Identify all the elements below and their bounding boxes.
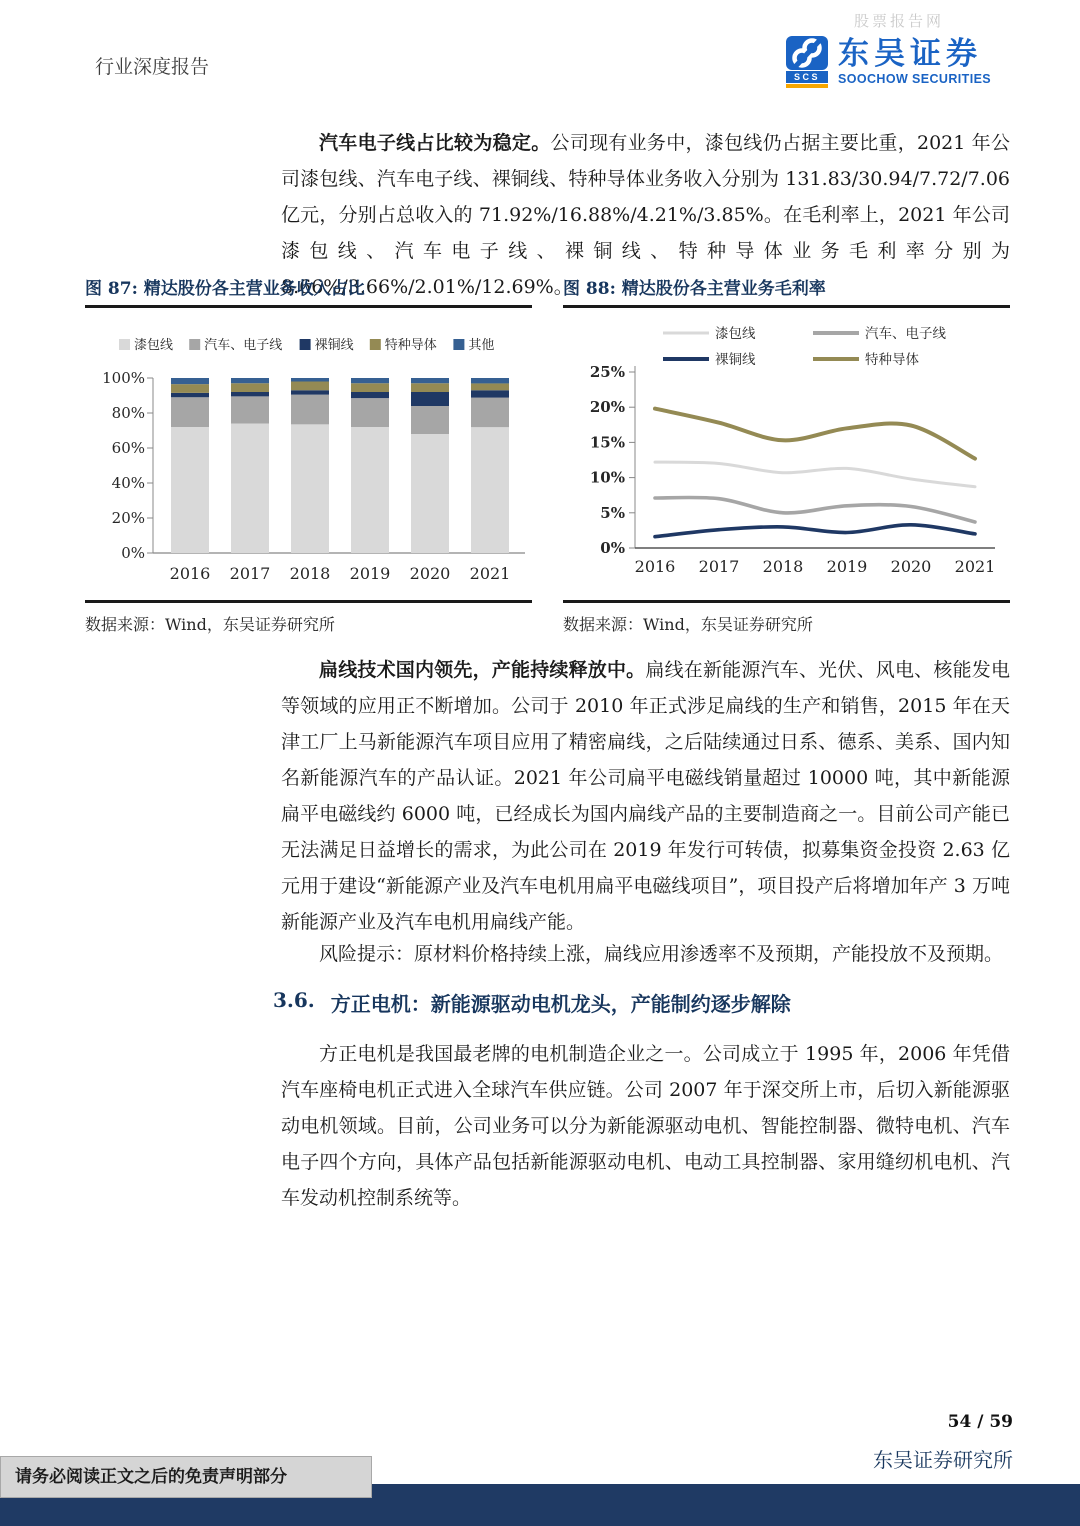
svg-text:60%: 60% xyxy=(111,439,145,457)
logo-mark xyxy=(786,36,828,88)
logo-name-cn: 东吴证券 xyxy=(838,36,982,72)
company-logo xyxy=(786,36,991,88)
svg-text:2017: 2017 xyxy=(698,557,740,576)
svg-text:20%: 20% xyxy=(589,398,625,417)
figure-87-source: 数据来源：Wind，东吴证券研究所 xyxy=(85,600,532,635)
svg-text:100%: 100% xyxy=(102,369,145,387)
svg-text:10%: 10% xyxy=(589,468,625,487)
report-type-label: 行业深度报告 xyxy=(95,56,210,78)
disclaimer-box: 请务必阅读正文之后的免责声明部分 xyxy=(0,1456,372,1498)
svg-text:特种导体: 特种导体 xyxy=(865,352,919,368)
svg-text:2018: 2018 xyxy=(289,564,331,583)
svg-text:25%: 25% xyxy=(589,363,625,381)
svg-text:0%: 0% xyxy=(600,539,625,557)
institute-name: 东吴证券研究所 xyxy=(873,1448,1013,1472)
svg-text:5%: 5% xyxy=(600,503,625,522)
paragraph-1-lead: 汽车电子线占比较为稳定。 xyxy=(319,132,551,154)
svg-text:裸铜线: 裸铜线 xyxy=(314,338,354,353)
paragraph-1-text: 公司现有业务中，漆包线仍占据主要比重，2021 年公司漆包线、汽车电子线、裸铜线、特种导体业务收入分别为 131.83/30.94/7.72/7.06 亿元，分别占总收入的 71.92%/16.88%/4.21%/3.85%。在毛利率上，2021 年公司漆包线、汽车电子线、裸铜线、特种导体业务毛利率分别为 8.66%/3.66%/2.01%/12.69%。 xyxy=(281,132,1010,298)
svg-text:40%: 40% xyxy=(111,474,145,492)
figure-88-title: 图 88: 精达股份各主营业务毛利率 xyxy=(563,274,1010,308)
figure-88 xyxy=(563,274,1010,635)
svg-text:2018: 2018 xyxy=(762,557,804,576)
svg-text:裸铜线: 裸铜线 xyxy=(715,352,756,368)
section-number: 3.6. xyxy=(273,988,315,1012)
svg-text:2017: 2017 xyxy=(229,564,271,583)
svg-text:2021: 2021 xyxy=(954,557,996,576)
svg-text:漆包线: 漆包线 xyxy=(134,338,174,353)
svg-text:2020: 2020 xyxy=(890,557,932,576)
paragraph-2-text: 扁线在新能源汽车、光伏、风电、核能发电等领域的应用正不断增加。公司于 2010 年正式涉足扁线的生产和销售，2015 年在天津工厂上马新能源汽车项目应用了精密扁线，之后陆续通过日系、德系、美系、国内知名新能源汽车的产品认证。2021 年公司扁平电磁线销量超过 10000 吨，其中新能源扁平电磁线约 6000 吨，已经成长为国内扁线产品的主要制造商之一。目前公司产能已无法满足日益增长的需求，为此公司在 2019 年发行可转债，拟募集资金投资 2.63 亿元用于建设“新能源产业及汽车电机用扁平电磁线项目”，项目投产后将增加年产 3 万吨新能源产业及汽车电机用扁线产能。 xyxy=(281,659,1010,933)
svg-text:汽车、电子线: 汽车、电子线 xyxy=(865,326,946,342)
svg-text:2016: 2016 xyxy=(169,564,211,583)
figure-88-source: 数据来源：Wind，东吴证券研究所 xyxy=(563,600,1010,635)
figure-88-line-chart xyxy=(563,308,1010,600)
paragraph-fangzheng-motor: 方正电机是我国最老牌的电机制造企业之一。公司成立于 1995 年，2006 年凭借汽车座椅电机正式进入全球汽车供应链。公司 2007 年于深交所上市，后切入新能源驱动电机领域。目前，公司业务可以分为新能源驱动电机、智能控制器、微特电机、汽车电子四个方向，具体产品包括新能源驱动电机、电动工具控制器、家用缝纫机电机、汽车发动机控制系统等。 xyxy=(281,1043,1010,1209)
section-heading-3-6 xyxy=(273,988,791,1017)
svg-text:80%: 80% xyxy=(111,404,145,422)
paragraph-2-lead: 扁线技术国内领先，产能持续释放中。 xyxy=(319,659,646,681)
svg-text:特种导体: 特种导体 xyxy=(384,338,437,353)
paragraph-flat-wire xyxy=(281,652,1010,940)
soochow-logo-icon xyxy=(786,36,828,70)
risk-note: 风险提示：原材料价格持续上涨，扁线应用渗透率不及预期，产能投放不及预期。 xyxy=(319,943,1004,965)
svg-text:0%: 0% xyxy=(121,544,145,562)
section-title: 方正电机：新能源驱动电机龙头，产能制约逐步解除 xyxy=(330,992,791,1016)
figure-87-stacked-bar-chart xyxy=(85,308,532,600)
figure-87 xyxy=(85,274,532,635)
watermark: 股票报告网 xyxy=(854,12,945,30)
svg-text:2019: 2019 xyxy=(826,557,868,576)
svg-text:20%: 20% xyxy=(111,509,145,527)
logo-text xyxy=(838,36,991,86)
svg-text:2020: 2020 xyxy=(409,564,451,583)
svg-text:2021: 2021 xyxy=(469,564,511,583)
svg-text:15%: 15% xyxy=(589,433,625,452)
svg-text:漆包线: 漆包线 xyxy=(715,326,756,342)
svg-text:汽车、电子线: 汽车、电子线 xyxy=(204,338,283,353)
page-number: 54 / 59 xyxy=(947,1412,1013,1432)
svg-text:2016: 2016 xyxy=(634,557,676,576)
svg-text:2019: 2019 xyxy=(349,564,391,583)
svg-text:其他: 其他 xyxy=(468,338,495,353)
logo-abbr: SCS xyxy=(786,71,828,83)
figure-87-title: 图 87: 精达股份各主营业务收入占比 xyxy=(85,274,532,308)
logo-name-en: SOOCHOW SECURITIES xyxy=(838,72,992,86)
logo-orange-bar xyxy=(786,84,828,88)
